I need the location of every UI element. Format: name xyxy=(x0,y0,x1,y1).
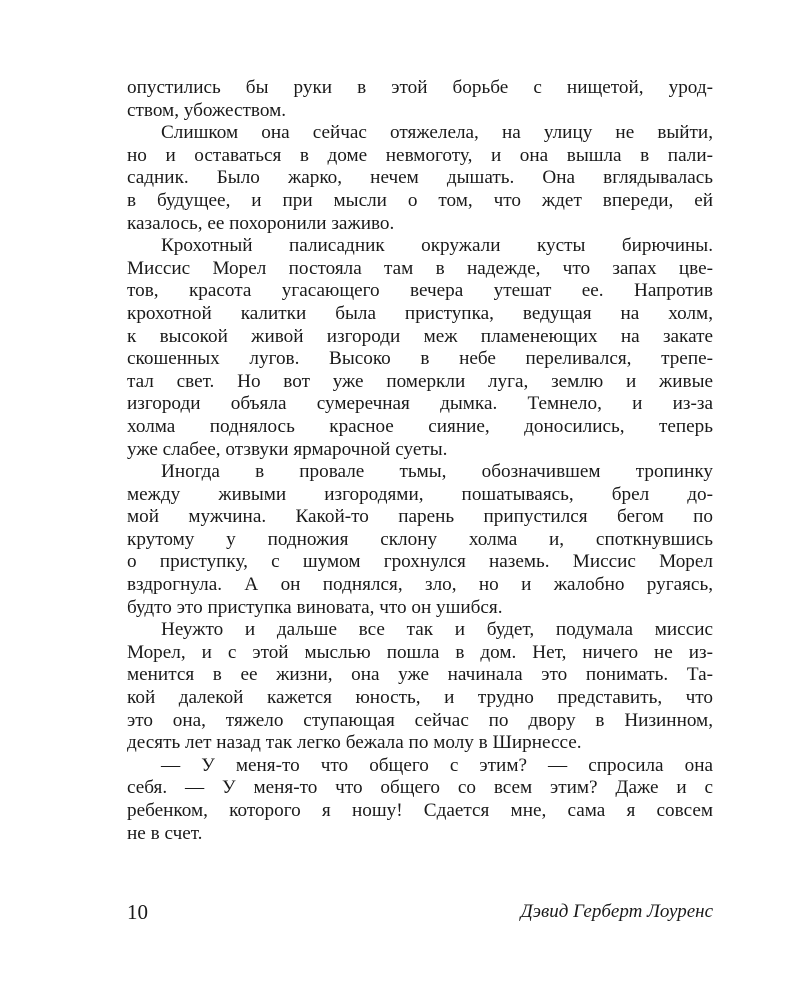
text-line: Крохотный палисадник окружали кусты бирючины. xyxy=(161,235,713,257)
text-line: о приступку, с шумом грохнулся наземь. Миссис Морел xyxy=(127,551,713,573)
page-number: 10 xyxy=(127,900,148,924)
text-line: садник. Было жарко, нечем дышать. Она вглядывалась xyxy=(127,167,713,189)
text-line: опустились бы руки в этой борьбе с нищетой, урод- xyxy=(127,77,713,98)
text-line: скошенных лугов. Высоко в небе переливался, трепе- xyxy=(127,348,713,370)
text-line: казалось, ее похоронили заживо. xyxy=(127,212,395,234)
text-line: не в счет. xyxy=(127,822,203,844)
text-line: Слишком она сейчас отяжелела, на улицу не выйти, xyxy=(161,122,713,144)
running-head-author: Дэвид Герберт Лоуренс xyxy=(520,901,713,922)
text-line: Иногда в провале тьмы, обозначившем тропинку xyxy=(161,461,713,483)
paragraph xyxy=(127,122,713,235)
text-line: крутому у подножия склону холма и, споткнувшись xyxy=(127,528,713,550)
text-line: кой далекой кажется юность, и трудно представить, что xyxy=(127,687,713,709)
page-text xyxy=(127,77,713,845)
text-line: ребенком, которого я ношу! Сдается мне, сама я совсем xyxy=(127,800,713,821)
page-footer xyxy=(127,899,713,925)
text-line: — У меня-то что общего с этим? — спросила она xyxy=(161,754,713,776)
paragraph xyxy=(127,755,713,845)
text-line: мой мужчина. Какой-то парень припустился бегом по xyxy=(127,506,713,528)
text-line: Миссис Морел постояла там в надежде, что запах цве- xyxy=(127,257,713,279)
text-line: ством, убожеством. xyxy=(127,99,287,121)
text-line: менится в ее жизни, она уже начинала это понимать. Та- xyxy=(127,664,713,686)
text-line: вздрогнула. А он поднялся, зло, но и жалобно ругаясь, xyxy=(127,574,713,596)
text-line: крохотной калитки была приступка, ведущая на холм, xyxy=(127,302,713,324)
text-line: холма поднялось красное сияние, доносились, теперь xyxy=(127,415,713,437)
text-line: к высокой живой изгороди меж пламенеющих на закате xyxy=(127,325,713,347)
text-line: десять лет назад так легко бежала по молу в Ширнессе. xyxy=(127,732,582,754)
text-line: себя. — У меня-то что общего со всем этим? Даже и с xyxy=(127,777,713,799)
text-line: но и оставаться в доме невмоготу, и она вышла в пали- xyxy=(127,144,713,166)
paragraph xyxy=(127,235,713,461)
text-line: изгороди объяла сумеречная дымка. Темнело, и из-за xyxy=(127,393,713,415)
text-line: Морел, и с этой мыслью пошла в дом. Нет, ничего не из- xyxy=(127,641,713,663)
text-line: уже слабее, отзвуки ярмарочной суеты. xyxy=(127,438,448,460)
text-line: тов, красота угасающего вечера утешат ее. Напротив xyxy=(127,280,713,302)
text-line: это она, тяжело ступающая сейчас по двору в Низинном, xyxy=(127,709,713,731)
text-line: между живыми изгородями, пошатываясь, брел до- xyxy=(127,483,713,505)
text-line: в будущее, и при мысли о том, что ждет впереди, ей xyxy=(127,189,713,211)
paragraph xyxy=(127,619,713,755)
text-line: тал свет. Но вот уже померкли луга, землю и живые xyxy=(127,370,713,392)
paragraph xyxy=(127,77,713,122)
text-line: будто это приступка виновата, что он ушибся. xyxy=(127,596,503,618)
paragraph xyxy=(127,461,713,619)
text-line: Неужто и дальше все так и будет, подумала миссис xyxy=(161,619,713,641)
